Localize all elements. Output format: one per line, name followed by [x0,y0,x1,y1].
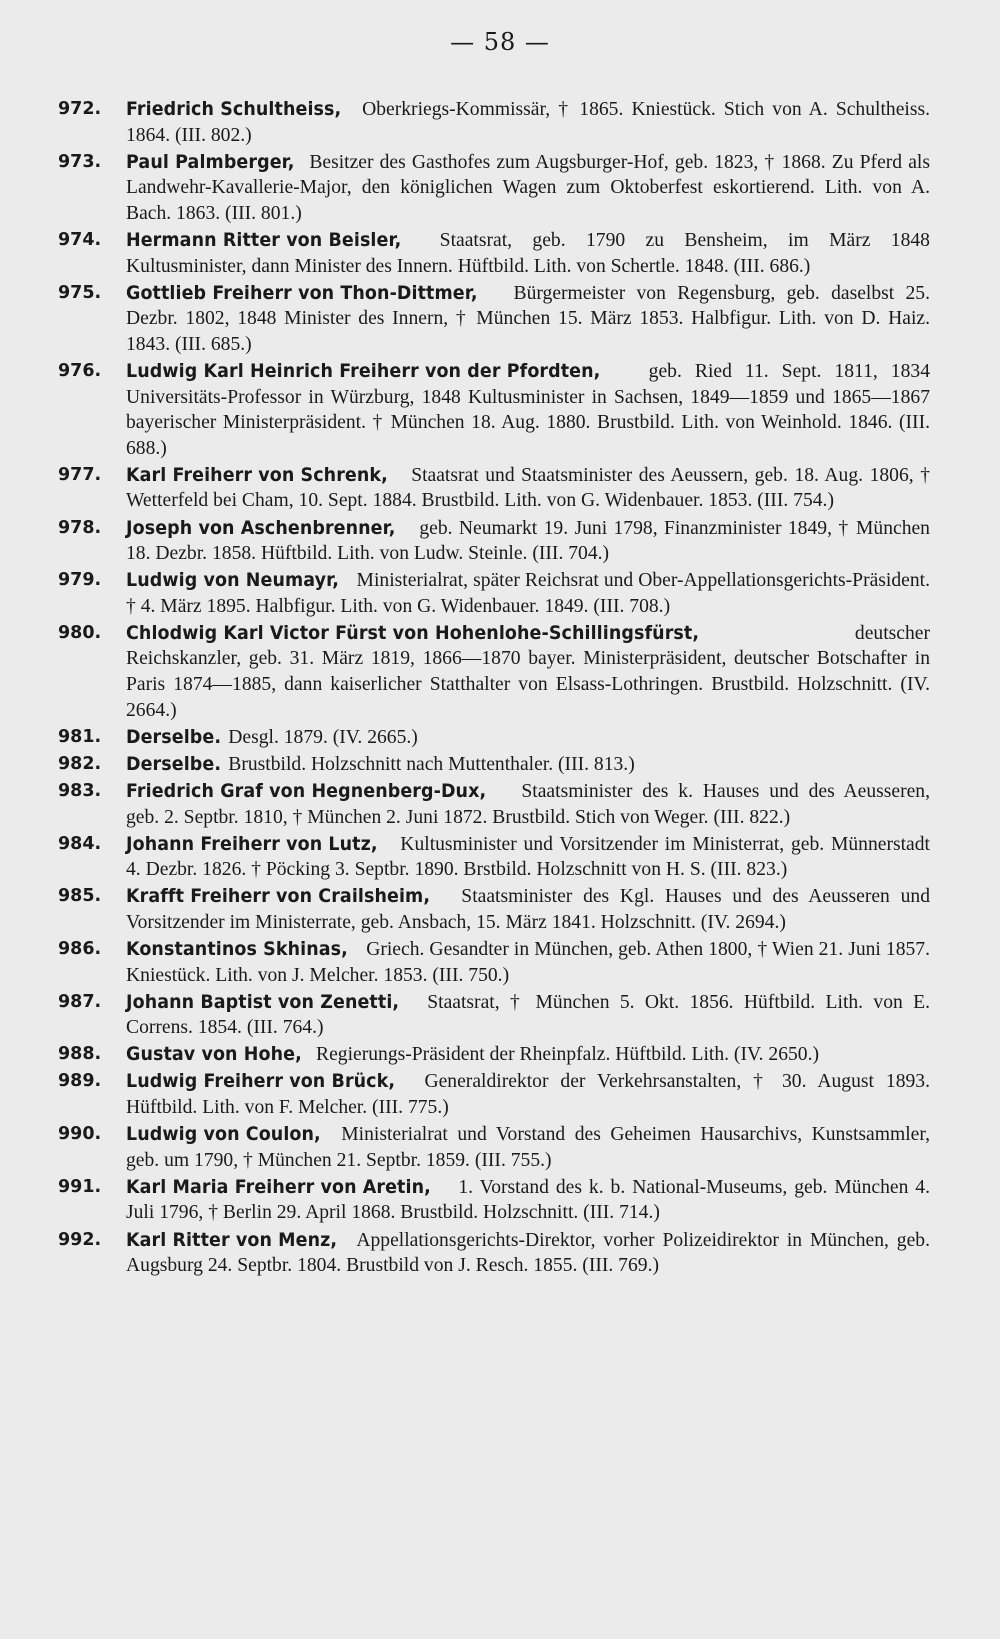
catalog-entry [58,779,930,830]
entry-number: 977. [58,464,102,485]
entry-number: 978. [58,517,102,538]
catalog-entry [58,1175,930,1226]
catalog-entry [58,97,930,148]
entry-description: Staatsrat und Staatsminister des Aeussern, geb. 18. Aug. 1806, † Wetterfeld bei Cham, 10. Sept. 1884. Brustbild. Lith. von G. Widenbauer. 1853. (III. 754.) [126,464,931,512]
catalog-entry [58,150,930,227]
entry-number: 974. [58,229,102,250]
catalog-entry [58,1122,930,1173]
entry-number: 982. [58,753,102,774]
page-number: — 58 — [450,28,550,56]
entry-name: Chlodwig Karl Victor Fürst von Hohenlohe-Schillingsfürst, [126,621,700,644]
catalog-entry [58,1069,930,1120]
entry-number: 981. [58,726,102,747]
entry-description: Staatsminister des Kgl. Hauses und des Aeusseren und Vorsitzender im Ministerrate, geb. Ansbach, 15. März 1841. Holzschnitt. (IV. 2694.) [126,886,930,933]
entry-description: Regierungs-Präsident der Rheinpfalz. Hüftbild. Lith. (IV. 2650.) [316,1044,820,1066]
entry-description: Kultusminister und Vorsitzender im Ministerrat, geb. Münnerstadt 4. Dezbr. 1826. † Pöcking 3. Septbr. 1890. Brstbild. Holzschnitt von H. S. (III. 823.) [126,833,930,881]
entry-description: Appellationsgerichts-Direktor, vorher Polizeidirektor in München, geb. Augsburg 24. Septbr. 1804. Brustbild von J. Resch. 1855. (III. 769.) [126,1229,930,1277]
entry-description: Staatsminister des k. Hauses und des Aeusseren, geb. 2. Septbr. 1810, † München 2. Juni 1872. Brustbild. Stich von Weger. (III. 822.) [126,780,930,828]
entry-description: Besitzer des Gasthofes zum Augsburger-Hof, geb. 1823, † 1868. Zu Pferd als Landwehr-Kavallerie-Major, den königlichen Wagen zum Oktoberfest eskortierend. Lith. von A. Bach. 1863. (III. 801.) [126,151,930,224]
entry-name: Konstantinos Skhinas, [126,938,348,960]
entry-name: Hermann Ritter von Beisler, [126,228,402,251]
entry-number: 973. [58,151,102,172]
catalog-entry [58,228,930,279]
entry-name: Gottlieb Freiherr von Thon-Dittmer, [126,281,478,304]
catalog-entry [58,1042,930,1068]
entry-name: Karl Ritter von Menz, [126,1228,338,1251]
entry-number: 983. [58,780,102,801]
entry-name: Derselbe. [126,752,222,775]
catalog-entry [58,1228,930,1279]
catalog-entry [58,725,930,751]
entry-description: Staatsrat, geb. 1790 zu Bensheim, im März 1848 Kultusminister, dann Minister des Innern. Hüftbild. Lith. von Schertle. 1848. (III. 686.) [126,229,930,277]
catalog-entry [58,568,930,619]
catalog-entry [58,832,930,883]
entry-number: 987. [58,991,102,1012]
catalog-entry [58,990,930,1041]
entry-name: Karl Freiherr von Schrenk, [126,463,388,486]
entry-number: 989. [58,1071,102,1092]
catalog-entry [58,621,930,723]
entry-number: 980. [58,622,102,643]
catalog-entry [58,463,930,514]
entry-description: Staatsrat, † München 5. Okt. 1856. Hüftbild. Lith. von E. Correns. 1854. (III. 764.) [126,991,930,1039]
entry-name: Ludwig von Coulon, [126,1123,321,1146]
entry-number: 991. [58,1176,102,1197]
entry-description: geb. Neumarkt 19. Juni 1798, Finanzminister 1849, † München 18. Dezbr. 1858. Hüftbild. Lith. von Ludw. Steinle. (III. 704.) [126,517,930,565]
entry-description: Generaldirektor der Verkehrsanstalten, † 30. August 1893. Hüftbild. Lith. von F. Melcher. (III. 775.) [126,1071,930,1119]
entry-number: 976. [58,360,102,381]
entry-description: Bürgermeister von Regensburg, geb. daselbst 25. Dezbr. 1802, 1848 Minister des Innern, † München 15. März 1853. Halbfigur. Lith. von D. Haiz. 1843. (III. 685.) [126,282,930,355]
entry-number: 986. [58,939,102,959]
entry-description: deutscher Reichskanzler, geb. 31. März 1819, 1866—1870 bayer. Ministerpräsident, deutscher Botschafter in Paris 1874—1885, dann kaiserlicher Statthalter von Elsass-Lothringen. Brustbild. Holzschnitt. (IV. 2664.) [126,622,930,721]
entry-name: Ludwig Freiherr von Brück, [126,1070,396,1093]
entry-name: Ludwig Karl Heinrich Freiherr von der Pfordten, [126,359,601,382]
entry-name: Krafft Freiherr von Crailsheim, [126,885,431,908]
catalog-entry [58,752,930,778]
entry-number: 975. [58,282,102,303]
entry-number: 988. [58,1044,102,1065]
entry-description: Ministerialrat und Vorstand des Geheimen Hausarchivs, Kunstsammler, geb. um 1790, † München 21. Septbr. 1859. (III. 755.) [126,1124,930,1171]
entry-name: Johann Freiherr von Lutz, [126,832,378,855]
entry-name: Ludwig von Neumayr, [126,569,340,592]
entry-description: Griech. Gesandter in München, geb. Athen 1800, † Wien 21. Juni 1857. Kniestück. Lith. von J. Melcher. 1853. (III. 750.) [126,939,930,986]
entry-name: Karl Maria Freiherr von Aretin, [126,1175,431,1198]
entry-name: Derselbe. [126,725,222,748]
entry-name: Paul Palmberger, [126,150,295,173]
catalog-entry [58,516,930,567]
catalog-entry [58,281,930,358]
catalog-entry [58,884,930,935]
entry-description: Ministerialrat, später Reichsrat und Ober-Appellationsgerichts-Präsident. † 4. März 1895. Halbfigur. Lith. von G. Widenbauer. 1849. (III. 708.) [126,570,931,617]
entry-number: 985. [58,886,102,907]
entry-description: Brustbild. Holzschnitt nach Muttenthaler. (III. 813.) [228,753,635,775]
entry-description: geb. Ried 11. Sept. 1811, 1834 Universitäts-Professor in Würzburg, 1848 Kultusminister in Sachsen, 1849—1859 und 1865—1867 bayerischer Ministerpräsident. † München 18. Aug. 1880. Brustbild. Lith. von Weinhold. 1846. (III. 688.) [126,360,930,459]
catalog-entry [58,937,930,988]
entry-name: Joseph von Aschenbrenner, [126,516,396,539]
entry-description: Oberkriegs-Kommissär, † 1865. Kniestück. Stich von A. Schultheiss. 1864. (III. 802.) [126,99,930,146]
entry-name: Gustav von Hohe, [126,1043,302,1066]
entry-description: 1. Vorstand des k. b. National-Museums, geb. München 4. Juli 1796, † Berlin 29. April 1868. Brustbild. Holzschnitt. (III. 714.) [126,1176,930,1224]
catalog-entry [58,359,930,461]
entry-name: Johann Baptist von Zenetti, [126,990,400,1013]
entry-list [58,97,930,1280]
entry-name: Friedrich Schultheiss, [126,98,342,120]
entry-number: 984. [58,833,102,854]
entry-number: 972. [58,99,102,119]
entry-name: Friedrich Graf von Hegnenberg-Dux, [126,779,487,802]
entry-number: 992. [58,1229,102,1250]
entry-description: Desgl. 1879. (IV. 2665.) [228,726,418,748]
entry-number: 979. [58,570,102,591]
entry-number: 990. [58,1124,102,1145]
